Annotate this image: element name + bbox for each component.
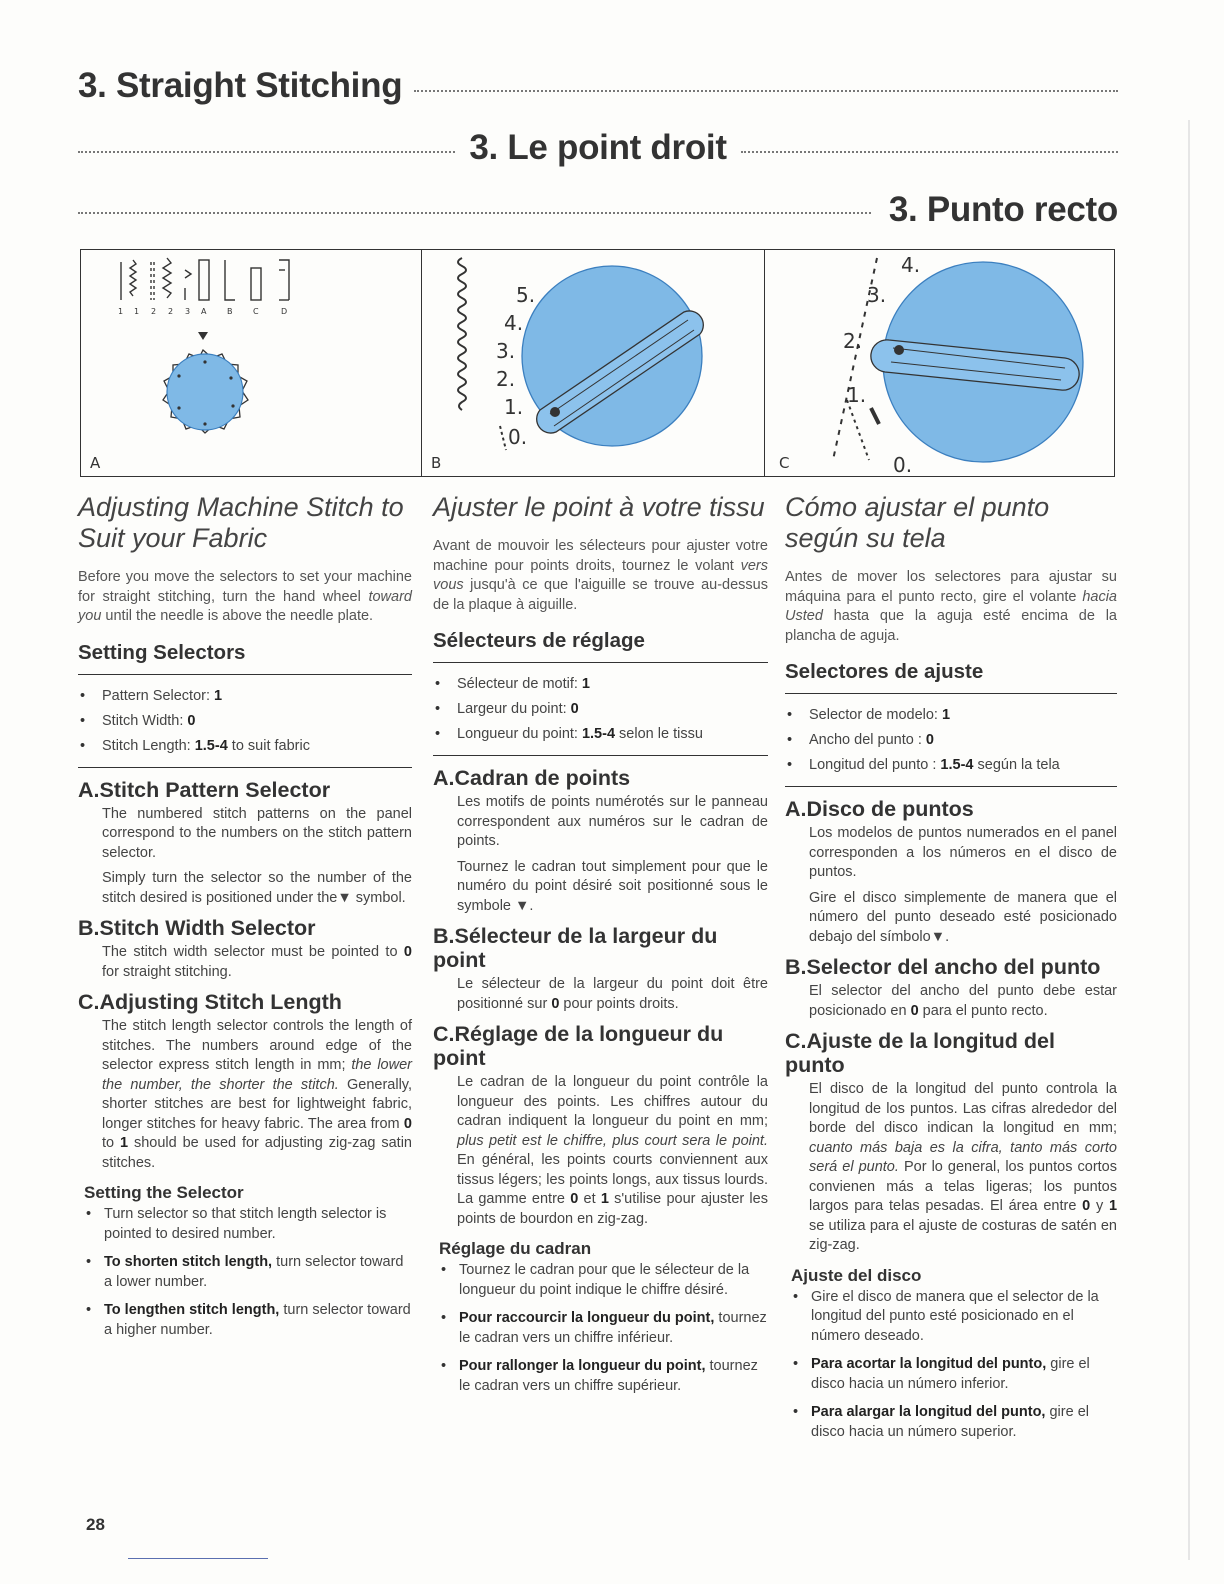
step-bold: Pour rallonger la longueur du point, — [459, 1358, 706, 1374]
list-item — [433, 722, 768, 747]
section-a-title: A.Disco de puntos — [785, 797, 974, 821]
column-french — [433, 492, 768, 1405]
dial-number: 2. — [496, 367, 516, 391]
panel-number: B — [227, 307, 233, 316]
length-dial-illustration — [765, 250, 1115, 477]
emphasis: plus petit est le chiffre, plus court sera le point. — [457, 1132, 768, 1149]
stitch-dial-icon — [163, 350, 248, 433]
figure-a-stitch-pattern-selector — [80, 249, 422, 477]
text: Le sélecteur de la largeur du point doit être positionné sur — [457, 976, 768, 1012]
setting-selector-heading: Ajuste del disco — [791, 1265, 922, 1285]
section-heading: Ajuster le point à votre tissu — [433, 492, 765, 522]
page-edge-shadow — [1188, 120, 1190, 1560]
setting-value: 0 — [925, 732, 934, 748]
title-en: 3. Straight Stitching — [78, 66, 403, 105]
setting-value: 0 — [187, 712, 196, 729]
setting-value: 1 — [942, 707, 951, 723]
setting-value: 1.5-4 — [581, 726, 616, 742]
panel-number: 3 — [185, 307, 191, 316]
panel-number-labels — [118, 307, 287, 316]
list-item — [439, 1309, 768, 1348]
panel-number: D — [281, 307, 288, 316]
text: et — [578, 1191, 601, 1207]
setting-rest: selon le tissu — [615, 726, 703, 742]
intro-text: hasta que la aguja esté encima de la plancha de aguja. — [785, 608, 1117, 644]
text: y — [1090, 1198, 1109, 1214]
section-b-paragraph — [457, 975, 768, 1014]
title-row-fr — [78, 128, 1118, 168]
intro-paragraph — [433, 537, 768, 615]
section-a-paragraph: Los modelos de puntos numerados en el panel corresponden a los números en el disco de puntos. — [809, 825, 1117, 880]
list-item — [791, 1355, 1117, 1394]
dial-number: 4. — [901, 253, 921, 277]
title-fr: 3. Le point droit — [469, 128, 727, 167]
section-c-title: C.Ajuste de la longitud del punto — [785, 1029, 1055, 1077]
text: Generally, shorter stitches are best for lightweight fabric, longer stitches for heavy fabric. The area from — [102, 1076, 412, 1132]
value: 1 — [1108, 1198, 1118, 1214]
section-a-title: A.Cadran de points — [433, 766, 631, 790]
intro-emphasis: hacia Usted — [785, 588, 1117, 624]
intro-paragraph — [78, 568, 412, 627]
list-item — [84, 1301, 412, 1340]
setting-label: Stitch Length: — [102, 737, 195, 754]
step-text: tournez le cadran vers un chiffre inférieur. — [459, 1310, 767, 1346]
intro-text: Avant de mouvoir les sélecteurs pour ajuster votre machine pour points droits, tournez le volant — [433, 538, 768, 574]
emphasis: the lower the number, the shorter the stitch. — [102, 1057, 412, 1093]
pattern-selector-illustration — [81, 250, 422, 477]
zigzag-width-scale-icon — [458, 258, 466, 410]
list-item — [78, 734, 412, 759]
value: 0 — [1082, 1198, 1091, 1214]
step-bold: Pour raccourcir la longueur du point, — [459, 1310, 715, 1326]
setting-selector-heading: Setting the Selector — [84, 1183, 244, 1202]
figure-c-stitch-length-selector — [765, 249, 1115, 477]
section-b-paragraph — [102, 943, 412, 982]
step-text: Turn selector so that stitch length selector is pointed to desired number. — [104, 1206, 387, 1242]
intro-text: Antes de mover los selectores para ajustar su máquina para el punto recto, gire el volante — [785, 569, 1117, 605]
value: 1 — [600, 1191, 609, 1207]
section-a-paragraph: The numbered stitch patterns on the panel correspond to the numbers on the stitch pattern selector. — [102, 805, 412, 861]
list-item — [439, 1261, 768, 1300]
step-bold: To lengthen stitch length, — [104, 1302, 280, 1318]
panel-number: 2 — [168, 307, 174, 316]
setting-label: Ancho del punto : — [809, 732, 926, 748]
panel-number: 1 — [118, 307, 124, 316]
panel-number: 2 — [151, 307, 157, 316]
intro-emphasis: vers vous — [433, 557, 768, 593]
emphasis: cuanto más baja es la cifra, tanto más corto será el punto. — [809, 1139, 1117, 1175]
section-a-paragraph: Tournez le cadran tout simplement pour que le numéro du point désiré soit positionné sous le symbole ▼. — [457, 858, 768, 914]
setting-label: Longueur du point: — [457, 726, 582, 742]
dial-number: 0. — [893, 453, 913, 477]
section-b-title: B.Sélecteur de la largeur du point — [433, 924, 718, 972]
steps-list — [791, 1288, 1117, 1443]
text: El selector del ancho del punto debe estar posicionado en — [809, 983, 1117, 1019]
step-text: Tournez le cadran pour que le sélecteur de la longueur du point indique le chiffre désiré. — [459, 1262, 750, 1298]
intro-text: jusqu'à ce que l'aiguille se trouve au-dessus de la plaque à aiguille. — [433, 577, 768, 613]
setting-selectors-heading: Setting Selectors — [78, 641, 412, 675]
dial-number: 4. — [504, 311, 524, 335]
list-item — [785, 728, 1117, 753]
dotted-leader — [78, 151, 455, 153]
section-heading: Adjusting Machine Stitch to Suit your Fabric — [78, 492, 404, 553]
section-a-paragraph: Simply turn the selector so the number of the stitch desired is positioned under the▼ symbol. — [102, 870, 412, 906]
intro-paragraph — [785, 568, 1117, 646]
text: s'utilise pour ajuster les points de bourdon en zig-zag. — [457, 1191, 768, 1227]
setting-label: Largeur du point: — [457, 701, 571, 717]
step-text: tournez le cadran vers un chiffre supérieur. — [459, 1358, 758, 1394]
text: se utiliza para el ajuste de costuras de satén en zig-zag. — [809, 1217, 1117, 1253]
text: to — [102, 1135, 120, 1151]
text: El disco de la longitud del punto controla la longitud de los puntos. Las cifras alrededor del borde del disco indican la longitud en mm; — [809, 1081, 1117, 1136]
bottom-rule — [128, 1558, 268, 1559]
setting-label: Selector de modelo: — [809, 707, 942, 723]
value: 0 — [403, 944, 412, 960]
value: 0 — [570, 1191, 579, 1207]
list-item — [785, 703, 1117, 728]
triangle-pointer-icon — [198, 332, 208, 340]
list-item — [439, 1357, 768, 1396]
section-c-paragraph — [809, 1080, 1117, 1256]
step-text: turn selector toward a lower number. — [104, 1254, 404, 1290]
figure-label: B — [431, 454, 442, 472]
list-item — [84, 1205, 412, 1244]
dotted-leader — [78, 212, 871, 214]
dial-number: 3. — [496, 339, 516, 363]
column-english — [78, 492, 412, 1349]
list-item — [785, 753, 1117, 778]
intro-text: Before you move the selectors to set your machine for straight stitching, turn the hand wheel — [78, 569, 412, 605]
section-c-paragraph — [457, 1073, 768, 1229]
section-a-paragraph: Gire el disco simplemente de manera que el número del punto deseado esté posicionado debajo del símbolo▼. — [809, 889, 1117, 945]
setting-value: 1.5-4 — [940, 757, 974, 773]
settings-list — [433, 672, 768, 756]
list-item — [78, 684, 412, 709]
step-text: gire el disco hacia un número inferior. — [811, 1356, 1090, 1392]
dial-number: 0. — [508, 425, 528, 449]
list-item — [791, 1288, 1117, 1347]
figure-label: C — [779, 454, 790, 472]
setting-label: Pattern Selector: — [102, 687, 215, 704]
steps-list — [439, 1261, 768, 1396]
setting-selector-heading: Réglage du cadran — [439, 1239, 592, 1258]
width-dial-illustration — [422, 250, 765, 477]
text: The stitch length selector controls the length of stitches. The numbers around edge of the selector express stitch length in mm; — [102, 1018, 412, 1073]
title-row-en — [78, 66, 1118, 106]
title-es: 3. Punto recto — [888, 190, 1118, 229]
value: 0 — [551, 995, 560, 1012]
section-c-title: C.Adjusting Stitch Length — [78, 990, 342, 1014]
section-c-paragraph — [102, 1017, 412, 1173]
setting-label: Stitch Width: — [102, 712, 188, 729]
setting-value: 1 — [214, 687, 223, 704]
scale-tick-icon — [500, 426, 506, 450]
needle-mark-icon — [871, 408, 879, 424]
step-text: gire el disco hacia un número superior. — [811, 1404, 1089, 1440]
panel-number: 1 — [134, 307, 140, 316]
section-b-title: B.Selector del ancho del punto — [785, 955, 1101, 979]
dial-number: 1. — [847, 383, 867, 407]
section-a-paragraph: Les motifs de points numérotés sur le panneau correspondent aux numéros sur le cadran de points. — [457, 794, 768, 849]
list-item — [433, 672, 768, 697]
title-row-es — [78, 190, 1118, 230]
list-item — [791, 1403, 1117, 1442]
dial-number: 3. — [867, 283, 887, 307]
setting-value: 1.5-4 — [194, 737, 228, 754]
setting-selectors-heading: Sélecteurs de réglage — [433, 629, 768, 663]
section-b-paragraph — [809, 982, 1117, 1021]
text: para el punto recto. — [918, 1002, 1048, 1019]
intro-emphasis: toward you — [78, 588, 412, 624]
setting-rest: según la tela — [973, 757, 1060, 773]
step-bold: Para acortar la longitud del punto, — [811, 1356, 1047, 1372]
panel-number: A — [201, 307, 207, 316]
dial-number: 5. — [516, 283, 536, 307]
list-item — [84, 1253, 412, 1292]
dotted-leader — [741, 151, 1118, 153]
value: 0 — [403, 1115, 412, 1132]
column-spanish — [785, 492, 1117, 1451]
setting-label: Sélecteur de motif: — [457, 676, 582, 692]
value: 0 — [910, 1002, 919, 1019]
figure-label: A — [90, 454, 101, 472]
text: for straight stitching. — [102, 963, 232, 980]
text: pour points droits. — [559, 995, 679, 1012]
text: The stitch width selector must be pointed to — [102, 944, 404, 960]
section-heading: Cómo ajustar el punto según su tela — [785, 492, 1050, 553]
list-item — [433, 697, 768, 722]
setting-value: 0 — [570, 701, 579, 717]
setting-selectors-heading: Selectores de ajuste — [785, 660, 1117, 694]
text: should be used for adjusting zig-zag satin stitches. — [102, 1135, 412, 1171]
dial-number: 1. — [504, 395, 524, 419]
setting-label: Longitud del punto : — [809, 757, 941, 773]
text: En général, les points courts conviennent aux tissus légers; les points longs, aux tissus lourds. La gamme entre — [457, 1152, 768, 1207]
step-bold: Para alargar la longitud del punto, — [811, 1404, 1046, 1420]
step-bold: To shorten stitch length, — [104, 1254, 273, 1270]
text: Por lo general, los puntos cortos convienen más a telas ligeras; los puntos largos para telas pesadas. El área entre — [809, 1159, 1117, 1214]
figure-b-stitch-width-selector — [422, 249, 765, 477]
dotted-leader — [414, 90, 1118, 92]
scale-tick-icon — [847, 400, 869, 460]
section-c-title: C.Réglage de la longueur du point — [433, 1022, 724, 1070]
setting-rest: to suit fabric — [227, 737, 310, 754]
step-text: Gire el disco de manera que el selector de la longitud del punto esté posicionado en el número deseado. — [811, 1288, 1099, 1344]
settings-list — [78, 684, 412, 768]
section-a-title: A.Stitch Pattern Selector — [78, 777, 331, 802]
text: Le cadran de la longueur du point contrôle la longueur des points. Les chiffres autour du cadran indiquent la longueur du point en mm; — [457, 1074, 768, 1129]
section-b-title: B.Stitch Width Selector — [78, 916, 316, 940]
panel-number: C — [253, 307, 259, 316]
value: 1 — [120, 1135, 129, 1151]
stitch-pattern-panel — [121, 258, 289, 300]
intro-text: until the needle is above the needle plate. — [101, 608, 374, 624]
page-number: 28 — [86, 1515, 105, 1534]
list-item — [78, 709, 412, 734]
step-text: turn selector toward a higher number. — [104, 1302, 411, 1338]
settings-list — [785, 703, 1117, 787]
steps-list — [84, 1205, 412, 1340]
setting-value: 1 — [581, 676, 590, 692]
dial-number: 2. — [843, 329, 863, 353]
